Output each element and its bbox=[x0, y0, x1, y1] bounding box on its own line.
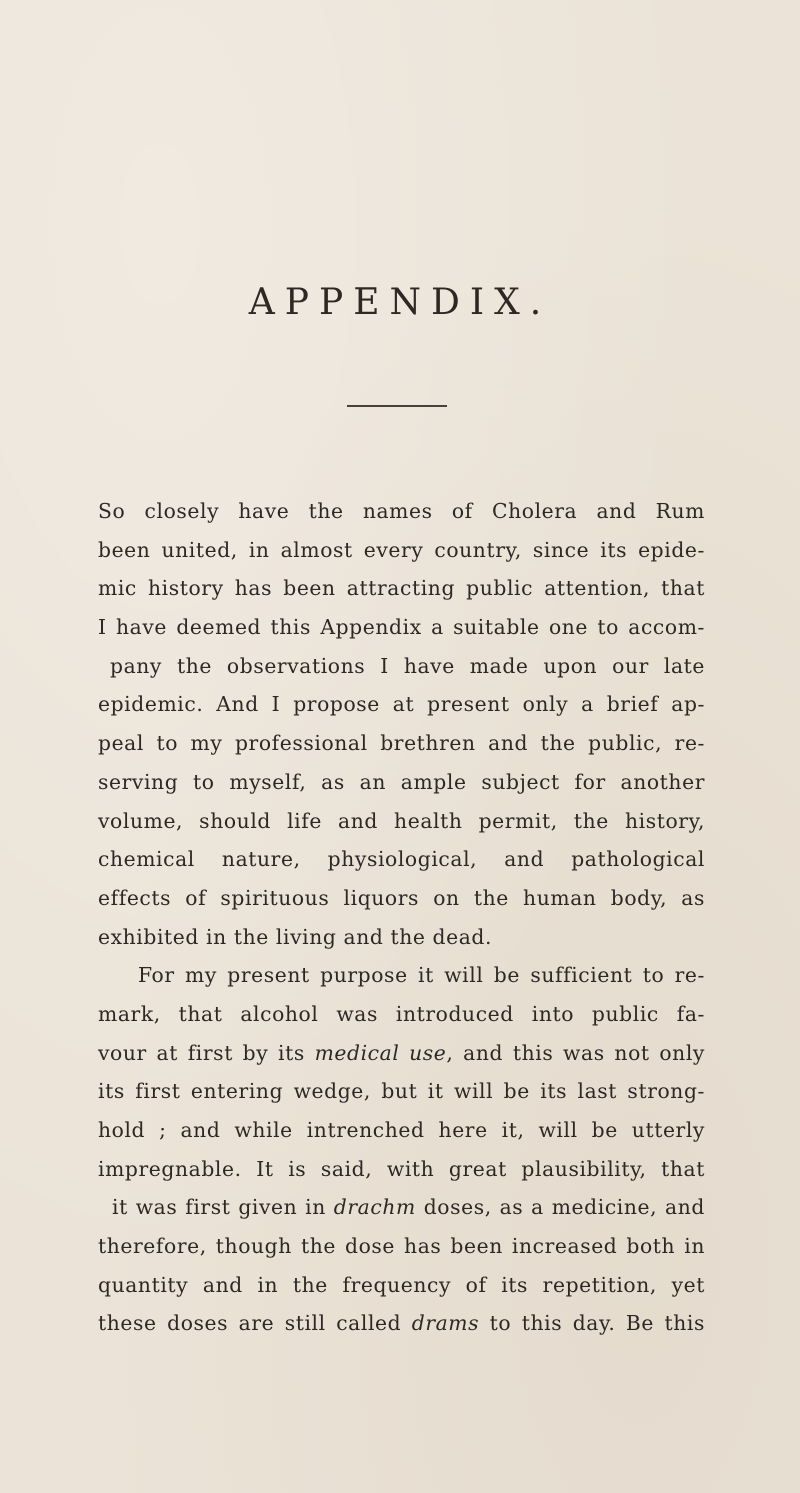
text-line: epidemic. And I propose at present only a brief ap- bbox=[98, 692, 705, 717]
text-line: impregnable. It is said, with great plausibility, that bbox=[98, 1156, 705, 1181]
text-line: For my present purpose it will be sufficient to re- bbox=[138, 963, 705, 988]
body-text bbox=[98, 492, 705, 1343]
text-line: been united, in almost every country, since its epide- bbox=[98, 537, 705, 562]
text-line: exhibited in the living and the dead. bbox=[98, 924, 493, 949]
text-line: peal to my professional brethren and the public, re- bbox=[98, 731, 705, 756]
text-line: chemical nature, physiological, and pathological bbox=[98, 847, 705, 872]
text-line: hold ; and while intrenched here it, will be utterly bbox=[98, 1118, 705, 1142]
text-line: mic history has been attracting public attention, that bbox=[98, 576, 705, 601]
text-line: it was first given in drachm doses, as a medicine, and bbox=[112, 1195, 705, 1220]
text-line: quantity and in the frequency of its repetition, yet bbox=[98, 1272, 705, 1297]
text-line: vour at first by its medical use, and this was not only bbox=[98, 1040, 705, 1065]
text-line: these doses are still called drams to this day. Be this bbox=[98, 1311, 705, 1336]
text-line: So closely have the names of Cholera and Rum bbox=[98, 499, 705, 523]
text-line: its first entering wedge, but it will be its last strong- bbox=[98, 1079, 705, 1104]
heading-divider bbox=[347, 405, 447, 407]
text-line: I have deemed this Appendix a suitable one to accom- bbox=[98, 615, 705, 640]
text-line: mark, that alcohol was introduced into public fa- bbox=[98, 1001, 705, 1026]
text-line: pany the observations I have made upon our late bbox=[110, 653, 705, 678]
appendix-heading: APPENDIX. bbox=[248, 282, 552, 323]
text-line: therefore, though the dose has been increased both in bbox=[98, 1234, 705, 1259]
text-line: effects of spirituous liquors on the human body, as bbox=[98, 885, 705, 910]
text-line: volume, should life and health permit, the history, bbox=[98, 808, 705, 833]
text-line: serving to myself, as an ample subject for another bbox=[98, 769, 705, 794]
